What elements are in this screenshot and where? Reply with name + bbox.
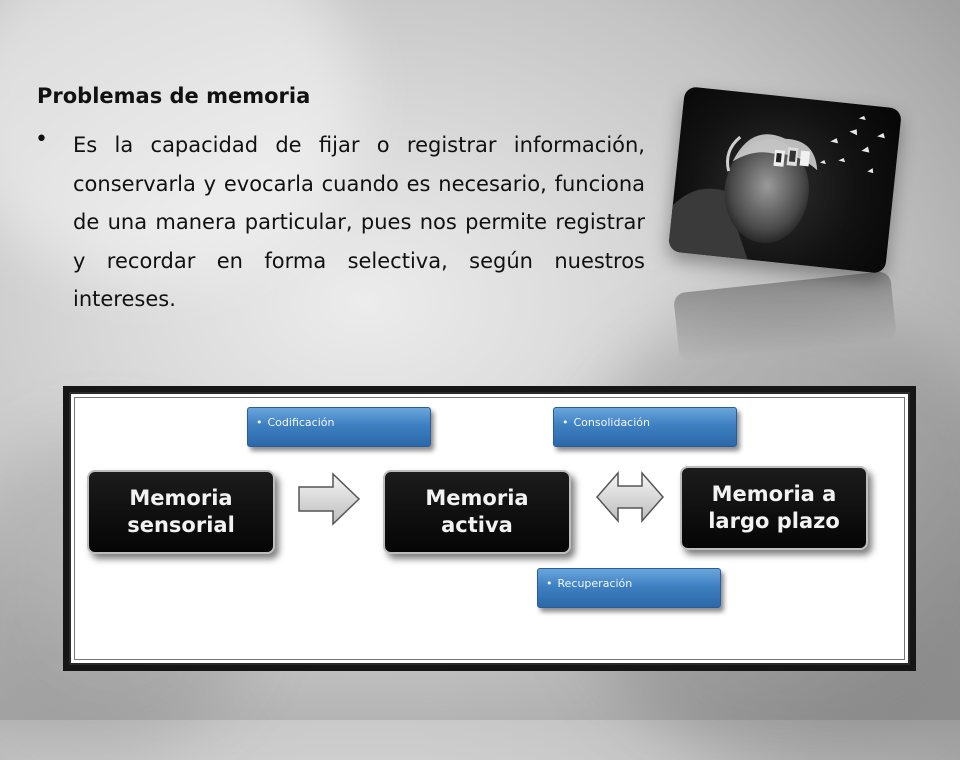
process-bullet: • <box>256 416 263 429</box>
stage-memoria-sensorial <box>87 470 275 554</box>
memory-diagram <box>63 386 916 671</box>
slide-title: Problemas de memoria <box>37 84 311 108</box>
stage-label-line1: Memoria <box>129 486 233 510</box>
bullet-text: Es la capacidad de fijar o registrar información, conservarla y evocarla cuando es necesario, funciona de una manera particular, pues nos permite registrar y recordar en forma selectiva, según nuestros intereses. <box>73 133 645 312</box>
process-label: Recuperación <box>557 577 633 590</box>
bidirectional-arrow-icon <box>594 468 666 526</box>
process-consolidacion <box>553 407 737 447</box>
process-recuperacion <box>537 568 721 608</box>
stage-label-line2: activa <box>441 513 513 537</box>
elderly-man-illustration <box>668 86 902 274</box>
process-bullet: • <box>562 416 569 429</box>
diagram-canvas <box>69 392 910 665</box>
stage-label-line2: largo plazo <box>708 509 840 533</box>
process-codificacion <box>247 407 431 447</box>
stage-label-line2: sensorial <box>127 513 235 537</box>
stage-memoria-activa <box>383 470 571 554</box>
bullet-marker: • <box>35 127 48 152</box>
bullet-item <box>35 126 645 319</box>
process-label: Consolidación <box>573 416 650 429</box>
stage-memoria-largo-plazo <box>680 466 868 550</box>
stage-label-line1: Memoria <box>425 486 529 510</box>
process-bullet: • <box>546 577 553 590</box>
process-label: Codificación <box>267 416 335 429</box>
right-arrow-icon <box>295 470 365 528</box>
memory-illustration-photo <box>668 86 902 274</box>
stage-label-line1: Memoria a <box>711 482 837 506</box>
